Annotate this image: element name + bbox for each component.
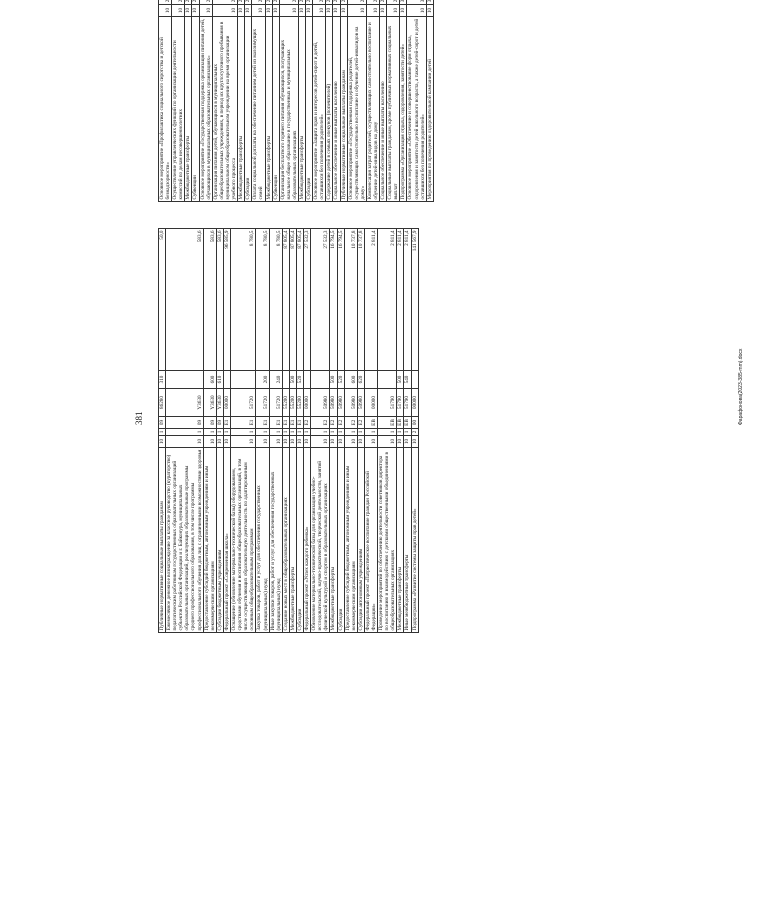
row-section: 10 bbox=[212, 5, 237, 17]
table-row bbox=[245, 0, 252, 202]
table-row bbox=[400, 0, 407, 202]
row-section: 10 bbox=[296, 436, 303, 448]
row-section: 10 bbox=[326, 5, 333, 17]
row-name: Оплата социальной доплаты на обеспечение питанием детей из малоимущих семей bbox=[252, 17, 265, 202]
table-row bbox=[231, 229, 256, 633]
row-program: E1 bbox=[289, 417, 296, 429]
row-amount: 583,6 bbox=[216, 229, 223, 371]
table-row bbox=[252, 0, 265, 202]
row-subsection: 2 bbox=[279, 0, 298, 5]
row-section: 10 bbox=[387, 5, 400, 17]
row-subsection: 1 bbox=[289, 429, 296, 436]
row-name: Межбюджетные трансферты bbox=[298, 17, 305, 202]
row-direction: 55200 bbox=[296, 389, 303, 417]
row-section: 10 bbox=[216, 436, 223, 448]
row-program: E1 bbox=[231, 417, 256, 429]
row-amount: 27 532,3 bbox=[304, 229, 311, 371]
row-section: 10 bbox=[172, 5, 185, 17]
row-expense-type: 240 bbox=[269, 371, 282, 389]
row-direction: 51790 bbox=[404, 389, 411, 417]
row-section: 10 bbox=[245, 5, 252, 17]
row-subsection: 2 bbox=[185, 0, 192, 5]
row-subsection: 1 bbox=[404, 429, 411, 436]
row-section: 10 bbox=[313, 5, 326, 17]
row-section: 10 bbox=[407, 5, 426, 17]
table-row bbox=[364, 229, 377, 633]
row-direction: 86280 bbox=[159, 389, 166, 417]
row-name: Субвенции bbox=[272, 17, 279, 202]
row-name: Ежемесячное денежное вознаграждение за классное руководство (кураторство) педагогическим работникам государственных образовательных организаций субъектов Российской Федерации и г. Байконура, муниципальных образовательных организаций, реализующих образовательные программы среднего профессионального образования, в том числе программы профессионального обучения для лиц с ограниченными возможностями здоровья bbox=[166, 448, 204, 633]
row-amount: 2 811,4 bbox=[364, 229, 377, 371]
row-subsection: 1 bbox=[269, 429, 282, 436]
row-name: Основное мероприятие «Обеспечение и совершенствование форм отдыха, оздоровления и занятости детей школьного возраста, а также детей-сирот и детей оставшихся без попечения родителей» bbox=[407, 17, 426, 202]
row-subsection: 1 bbox=[344, 429, 357, 436]
table-row bbox=[380, 0, 387, 202]
row-section: 10 bbox=[400, 5, 407, 17]
row-section: 10 bbox=[311, 436, 330, 448]
row-name: Субсидии автономным учреждениям bbox=[357, 448, 364, 633]
row-name: Социальное обеспечение и иные выплаты населению bbox=[333, 17, 340, 202]
row-subsection: 1 bbox=[203, 429, 216, 436]
table-row bbox=[159, 0, 172, 202]
row-name: Оснащение (обновление материально-технической базы) оборудованием, средствами обучения и воспитания общеобразовательных организаций, в том числе осуществляющих образовательную деятельность по адаптированным основным общеобразовательным программам bbox=[231, 448, 256, 633]
row-amount: 50,0 bbox=[159, 229, 166, 371]
row-section: 10 bbox=[306, 5, 313, 17]
row-name: Федеральный проект «Патриотическое воспитание граждан Российской Федерации» bbox=[364, 448, 377, 633]
row-direction: 00000 bbox=[223, 389, 230, 417]
table-row bbox=[304, 229, 311, 633]
row-section: 10 bbox=[333, 5, 340, 17]
row-subsection: 1 bbox=[397, 429, 404, 436]
row-amount: 2 811,4 bbox=[404, 229, 411, 371]
row-section: 10 bbox=[192, 5, 199, 17]
table-row bbox=[216, 229, 223, 633]
row-direction: 50980 bbox=[337, 389, 344, 417]
row-subsection: 2 bbox=[366, 0, 379, 5]
row-program: 09 bbox=[216, 417, 223, 429]
row-direction: 50980 bbox=[344, 389, 357, 417]
table-row bbox=[265, 0, 272, 202]
row-subsection: 1 bbox=[166, 429, 204, 436]
row-section: 10 bbox=[411, 436, 418, 448]
table-row bbox=[340, 0, 347, 202]
row-direction: 51720 bbox=[231, 389, 256, 417]
row-expense-type: 200 bbox=[256, 371, 269, 389]
row-section: 10 bbox=[366, 5, 379, 17]
row-section: 10 bbox=[397, 436, 404, 448]
budget-table-left bbox=[158, 228, 419, 633]
table-row bbox=[411, 229, 418, 633]
row-expense-type bbox=[223, 371, 230, 389]
table-row bbox=[272, 0, 279, 202]
row-program: E1 bbox=[269, 417, 282, 429]
row-subsection: 2 bbox=[272, 0, 279, 5]
row-name: Межбюджетные трансферты bbox=[265, 17, 272, 202]
row-name: Осуществление управленческих функций по организации деятельности комиссий по делам несовершеннолетних bbox=[172, 17, 185, 202]
row-subsection: 2 bbox=[411, 429, 418, 436]
table-row bbox=[330, 229, 337, 633]
row-name: Субсидии bbox=[245, 17, 252, 202]
row-direction: 55200 bbox=[282, 389, 289, 417]
row-section: 10 bbox=[337, 436, 344, 448]
footer-left: Фарафонова(2023-385-mm).docx bbox=[738, 348, 744, 425]
row-direction: 00000 bbox=[304, 389, 311, 417]
table-row bbox=[172, 0, 185, 202]
row-subsection: 1 bbox=[256, 429, 269, 436]
row-name: Иные межбюджетные трансферты bbox=[404, 448, 411, 633]
row-subsection: 2 bbox=[340, 0, 347, 5]
row-section: 10 bbox=[265, 5, 272, 17]
table-row bbox=[366, 0, 379, 202]
row-program: E2 bbox=[344, 417, 357, 429]
row-amount: 16 794,5 bbox=[330, 229, 337, 371]
row-section: 10 bbox=[344, 436, 357, 448]
row-program: E2 bbox=[330, 417, 337, 429]
row-subsection: 2 bbox=[245, 0, 252, 5]
row-subsection: 2 bbox=[347, 0, 366, 5]
row-program: E1 bbox=[282, 417, 289, 429]
row-section: 10 bbox=[238, 5, 245, 17]
table-row bbox=[426, 0, 433, 202]
row-program: EВ bbox=[378, 417, 397, 429]
row-expense-type: 610 bbox=[216, 371, 223, 389]
row-name: Межбюджетные трансферты bbox=[397, 448, 404, 633]
row-section: 10 bbox=[404, 436, 411, 448]
row-expense-type: 520 bbox=[337, 371, 344, 389]
row-program: EВ bbox=[404, 417, 411, 429]
row-subsection: 1 bbox=[304, 429, 311, 436]
table-row bbox=[306, 0, 313, 202]
row-subsection: 2 bbox=[380, 0, 387, 5]
row-name: Основное мероприятие «Защита прав и интересов детей-сирот и детей, оставшихся без попечения родителей» bbox=[313, 17, 326, 202]
table-row bbox=[296, 229, 303, 633]
row-program: E2 bbox=[311, 417, 330, 429]
row-subsection: 2 bbox=[265, 0, 272, 5]
row-name: Субсидии bbox=[296, 448, 303, 633]
row-section: 10 bbox=[380, 5, 387, 17]
row-subsection: 1 bbox=[216, 429, 223, 436]
row-expense-type: 500 bbox=[330, 371, 337, 389]
table-row bbox=[333, 0, 340, 202]
row-name: Основное мероприятие «Государственная поддержка организации питания детей, обучающихся в муниципальных образовательных организациях» bbox=[199, 17, 212, 202]
row-name: Субсидии bbox=[306, 17, 313, 202]
row-direction: Y3630 bbox=[166, 389, 204, 417]
row-amount: 87 805,4 bbox=[296, 229, 303, 371]
table-row bbox=[159, 229, 166, 633]
row-amount: 583,6 bbox=[203, 229, 216, 371]
row-subsection: 3 bbox=[400, 0, 407, 5]
table-row bbox=[344, 229, 357, 633]
table-row bbox=[256, 229, 269, 633]
row-subsection: 2 bbox=[172, 0, 185, 5]
table-row bbox=[357, 229, 364, 633]
table-row bbox=[192, 0, 199, 202]
row-section: 10 bbox=[231, 436, 256, 448]
row-section: 10 bbox=[203, 436, 216, 448]
row-section: 10 bbox=[282, 436, 289, 448]
row-name: Подпрограмма «Организация отдыха, оздоровления, занятости детей» bbox=[400, 17, 407, 202]
row-name: Мероприятия по проведению оздоровительной кампании детей bbox=[426, 17, 433, 202]
row-amount: 87 805,4 bbox=[289, 229, 296, 371]
row-direction: 51790 bbox=[378, 389, 397, 417]
row-name: Содержание детей в семьях опекунов (попечителей) bbox=[326, 17, 333, 202]
row-direction: 51790 bbox=[397, 389, 404, 417]
row-expense-type: 540 bbox=[404, 371, 411, 389]
table-row bbox=[223, 229, 230, 633]
row-program: E1 bbox=[256, 417, 269, 429]
row-name: Социальные выплаты гражданам, кроме публичных нормативных социальных выплат bbox=[387, 17, 400, 202]
row-name: Межбюджетные трансферты bbox=[289, 448, 296, 633]
table-row bbox=[279, 0, 298, 202]
row-section: 10 bbox=[364, 436, 377, 448]
row-expense-type: 620 bbox=[357, 371, 364, 389]
row-amount: 2 811,4 bbox=[378, 229, 397, 371]
row-amount: 16 794,5 bbox=[337, 229, 344, 371]
table-row bbox=[337, 229, 344, 633]
row-subsection: 2 bbox=[238, 0, 245, 5]
row-subsection: 1 bbox=[330, 429, 337, 436]
table-row bbox=[199, 0, 212, 202]
row-name: Основное мероприятие «Государственная поддержка родителей, осуществляющих самостоятельно воспитание и обучение детей-инвалидов на дому» bbox=[347, 17, 366, 202]
table-row bbox=[166, 229, 204, 633]
row-section: 10 bbox=[347, 5, 366, 17]
row-name: Иные закупки товаров, работ и услуг для обеспечения государственных (муниципальных) нужд bbox=[269, 448, 282, 633]
row-subsection: 2 bbox=[252, 0, 265, 5]
row-amount: 10 737,8 bbox=[344, 229, 357, 371]
row-amount: 27 532,3 bbox=[311, 229, 330, 371]
table-row bbox=[238, 0, 245, 202]
row-amount: 10 737,8 bbox=[357, 229, 364, 371]
row-amount: 141 567,9 bbox=[411, 229, 418, 371]
row-section: 10 bbox=[357, 436, 364, 448]
row-program: E2 bbox=[304, 417, 311, 429]
row-direction: 50980 bbox=[311, 389, 330, 417]
row-subsection: 1 bbox=[311, 429, 330, 436]
row-subsection: 2 bbox=[159, 0, 172, 5]
row-subsection: 1 bbox=[159, 429, 166, 436]
row-program: EВ bbox=[364, 417, 377, 429]
table-row bbox=[387, 0, 400, 202]
row-subsection: 3 bbox=[407, 0, 426, 5]
row-section: 10 bbox=[289, 436, 296, 448]
row-direction: 50980 bbox=[357, 389, 364, 417]
row-expense-type bbox=[364, 371, 377, 389]
row-name: Федеральный проект «Современная школа» bbox=[223, 448, 230, 633]
row-expense-type bbox=[304, 371, 311, 389]
table-row bbox=[378, 229, 397, 633]
row-section: 10 bbox=[304, 436, 311, 448]
row-expense-type bbox=[411, 371, 418, 389]
row-name: Основное мероприятие «Профилактика социального сиротства и детской безнадзорности» bbox=[159, 17, 172, 202]
table-row bbox=[311, 229, 330, 633]
row-name: Субсидии бюджетным учреждениям bbox=[216, 448, 223, 633]
row-program: 09 bbox=[166, 417, 204, 429]
row-subsection: 1 bbox=[296, 429, 303, 436]
row-section: 10 bbox=[166, 436, 204, 448]
row-subsection: 2 bbox=[306, 0, 313, 5]
row-subsection: 3 bbox=[426, 0, 433, 5]
row-subsection: 1 bbox=[282, 429, 289, 436]
row-amount: 583,6 bbox=[166, 229, 204, 371]
row-expense-type: 310 bbox=[159, 371, 166, 389]
row-expense-type bbox=[231, 371, 256, 389]
row-expense-type: 500 bbox=[397, 371, 404, 389]
row-amount: 96 585,9 bbox=[223, 229, 230, 371]
row-amount: 87 805,4 bbox=[282, 229, 289, 371]
table-row bbox=[269, 229, 282, 633]
row-expense-type: 600 bbox=[344, 371, 357, 389]
row-name: Межбюджетные трансферты bbox=[185, 17, 192, 202]
row-amount: 8 780,5 bbox=[231, 229, 256, 371]
table-row bbox=[347, 0, 366, 202]
row-section: 10 bbox=[330, 436, 337, 448]
row-expense-type: 520 bbox=[296, 371, 303, 389]
row-name: Проведение мероприятий по обеспечению деятельности советников директора по воспитанию и взаимодействию с детскими общественными объединениями в общеобразовательных организациях bbox=[378, 448, 397, 633]
row-program: EВ bbox=[397, 417, 404, 429]
rotated-spread bbox=[120, 0, 760, 665]
row-subsection: 1 bbox=[378, 429, 397, 436]
page-number-left: 381 bbox=[134, 411, 144, 425]
row-name: Подпрограмма «Развитие системы защиты прав детей» bbox=[411, 448, 418, 633]
row-name: Федеральный проект «Успех каждого ребенка» bbox=[304, 448, 311, 633]
row-name: Межбюджетные трансферты bbox=[330, 448, 337, 633]
row-name: Субсидии bbox=[337, 448, 344, 633]
table-row bbox=[298, 0, 305, 202]
row-name: Организация питания детей, обучающихся в муниципальных общеобразовательных учреждениях, в период их круглосуточного пребывания в муниципальном общеобразовательном учреждении на время организации учебного процесса bbox=[212, 17, 237, 202]
row-program: E1 bbox=[223, 417, 230, 429]
row-amount: 8 780,5 bbox=[256, 229, 269, 371]
row-name: Публичные нормативные социальные выплаты гражданам bbox=[159, 448, 166, 633]
row-subsection: 2 bbox=[212, 0, 237, 5]
row-expense-type: 600 bbox=[203, 371, 216, 389]
row-name: Обновление материально-технической базы для организации учебно-исследовательской, научно-практической, творческой деятельности, занятий физической культурой и спортом в образовательных организациях bbox=[311, 448, 330, 633]
row-name: Создание новых мест в общеобразовательных организациях bbox=[282, 448, 289, 633]
table-row bbox=[185, 0, 192, 202]
row-section: 10 bbox=[279, 5, 298, 17]
row-name: Организация бесплатного горячего питания обучающихся, получающих начальное общее образование в государственных и муниципальных образовательных организациях bbox=[279, 17, 298, 202]
row-section: 10 bbox=[426, 5, 433, 17]
row-expense-type bbox=[378, 371, 397, 389]
table-row bbox=[407, 0, 426, 202]
budget-table-right bbox=[158, 0, 434, 202]
row-name: Компенсация затрат родителей, осуществляющих самостоятельно воспитание и обучение детей-инвалидов на дому bbox=[366, 17, 379, 202]
row-direction: 55200 bbox=[289, 389, 296, 417]
row-program: E2 bbox=[337, 417, 344, 429]
table-row bbox=[313, 0, 326, 202]
row-name: Публичные нормативные социальные выплаты гражданам bbox=[340, 17, 347, 202]
row-subsection: 2 bbox=[333, 0, 340, 5]
table-left bbox=[158, 228, 419, 633]
row-direction: 00000 bbox=[364, 389, 377, 417]
table-row bbox=[326, 0, 333, 202]
row-subsection: 2 bbox=[199, 0, 212, 5]
row-section: 10 bbox=[269, 436, 282, 448]
row-subsection: 1 bbox=[223, 429, 230, 436]
row-subsection: 1 bbox=[357, 429, 364, 436]
row-amount: 2 811,4 bbox=[397, 229, 404, 371]
row-subsection: 2 bbox=[192, 0, 199, 5]
row-name: Предоставление субсидий бюджетным, автономным учреждениям и иным некоммерческим организациям bbox=[344, 448, 357, 633]
row-section: 10 bbox=[185, 5, 192, 17]
row-direction: 51720 bbox=[256, 389, 269, 417]
row-section: 10 bbox=[252, 5, 265, 17]
row-program: E1 bbox=[296, 417, 303, 429]
row-section: 10 bbox=[159, 5, 172, 17]
row-expense-type bbox=[166, 371, 204, 389]
row-subsection: 2 bbox=[387, 0, 400, 5]
row-name: Субвенции bbox=[192, 17, 199, 202]
row-direction: Y3630 bbox=[216, 389, 223, 417]
table-row bbox=[212, 0, 237, 202]
row-subsection: 2 bbox=[326, 0, 333, 5]
table-row bbox=[397, 229, 404, 633]
row-subsection: 1 bbox=[364, 429, 377, 436]
row-program: 09 bbox=[203, 417, 216, 429]
row-section: 10 bbox=[223, 436, 230, 448]
row-subsection: 2 bbox=[298, 0, 305, 5]
row-direction: Y3630 bbox=[203, 389, 216, 417]
table-row bbox=[404, 229, 411, 633]
row-amount: 8 780,5 bbox=[269, 229, 282, 371]
row-direction: 00000 bbox=[411, 389, 418, 417]
row-expense-type bbox=[311, 371, 330, 389]
row-expense-type bbox=[282, 371, 289, 389]
row-direction: 50980 bbox=[330, 389, 337, 417]
table-row bbox=[203, 229, 216, 633]
row-section: 10 bbox=[272, 5, 279, 17]
row-section: 10 bbox=[378, 436, 397, 448]
row-subsection: 2 bbox=[313, 0, 326, 5]
row-program: 09 bbox=[159, 417, 166, 429]
row-section: 10 bbox=[199, 5, 212, 17]
row-program: E2 bbox=[357, 417, 364, 429]
row-subsection: 1 bbox=[337, 429, 344, 436]
row-name: Социальное обеспечение и иные выплаты населению bbox=[380, 17, 387, 202]
row-name: Межбюджетные трансферты bbox=[238, 17, 245, 202]
table-row bbox=[282, 229, 289, 633]
row-section: 10 bbox=[256, 436, 269, 448]
row-section: 10 bbox=[159, 436, 166, 448]
row-section: 10 bbox=[340, 5, 347, 17]
row-expense-type: 500 bbox=[289, 371, 296, 389]
row-section: 10 bbox=[298, 5, 305, 17]
table-row bbox=[289, 229, 296, 633]
row-name: Предоставление субсидий бюджетным, автономным учреждениям и иным некоммерческим организациям bbox=[203, 448, 216, 633]
table-right bbox=[158, 0, 434, 202]
row-name: Закупка товаров, работ и услуг для обеспечения государственных (муниципальных) нужд bbox=[256, 448, 269, 633]
row-direction: 51720 bbox=[269, 389, 282, 417]
row-subsection: 1 bbox=[231, 429, 256, 436]
row-program: 00 bbox=[411, 417, 418, 429]
